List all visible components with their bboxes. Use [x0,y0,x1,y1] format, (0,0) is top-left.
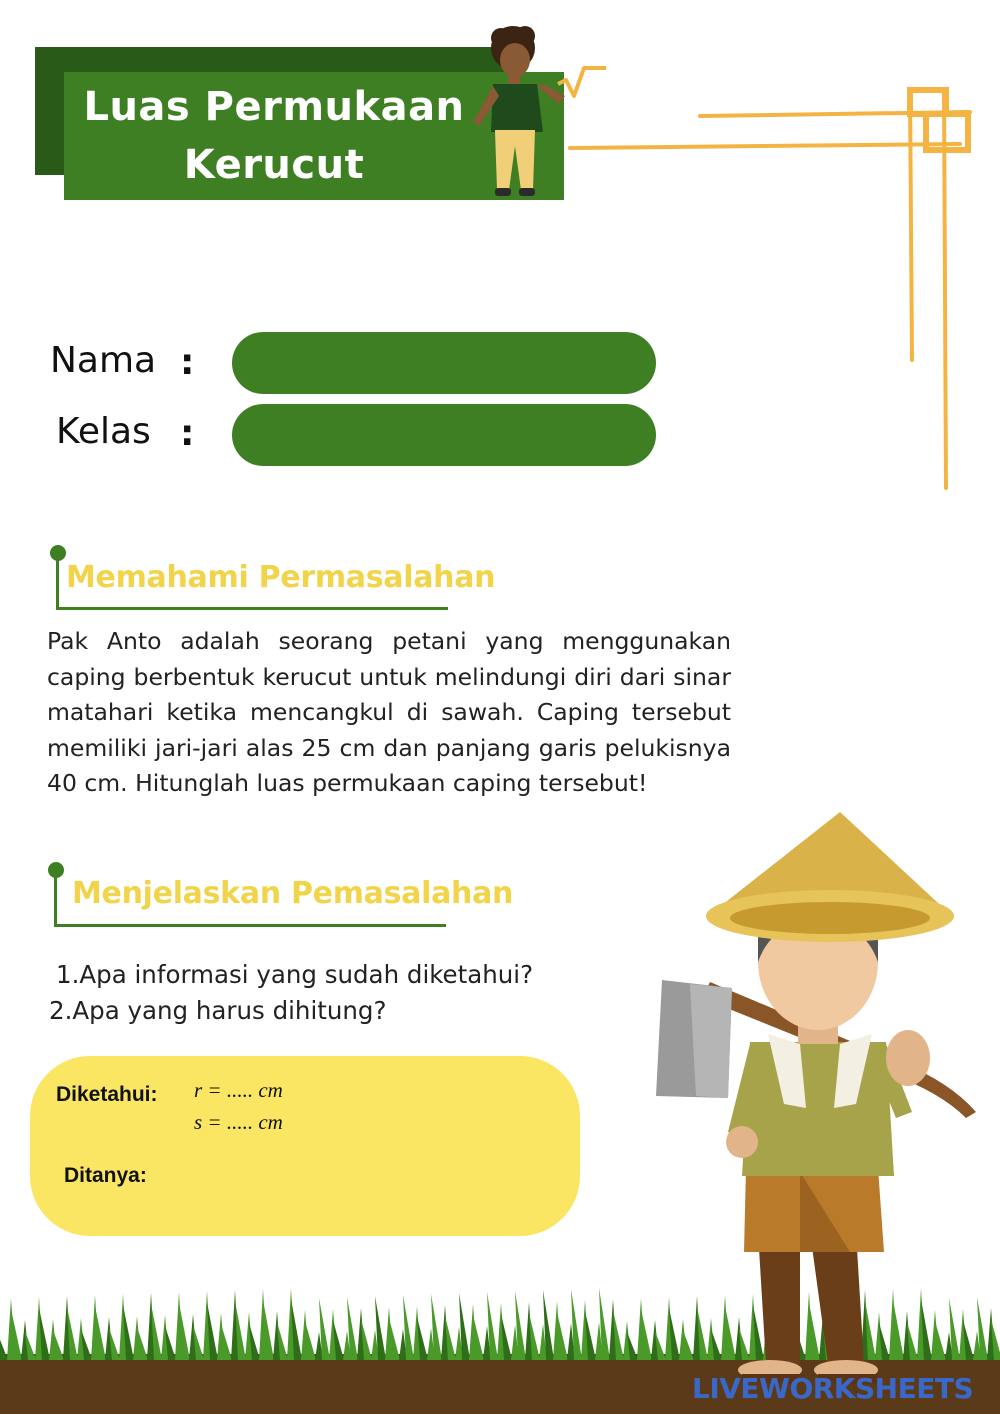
question-2 [49,996,387,1025]
question-number: 2. [49,996,73,1025]
page-title [64,78,484,194]
known-label: Diketahui: [56,1083,158,1106]
class-field[interactable] [232,404,656,466]
section1-vertical-line [56,556,59,610]
asked-label: Ditanya: [64,1164,147,1187]
class-label: Kelas [56,411,151,452]
section1-underline [56,607,448,610]
watermark: LIVEWORKSHEETS [692,1372,974,1405]
section2-underline [54,924,446,927]
slant-formula[interactable]: s = ..... cm [194,1110,283,1134]
question-text: Apa yang harus dihitung? [72,996,387,1025]
radius-formula[interactable]: r = ..... cm [194,1078,283,1102]
page-title-line2: Kerucut [183,142,365,188]
farmer-character-icon [650,812,985,1402]
question-1 [56,960,533,989]
name-field[interactable] [232,332,656,394]
question-text: Apa informasi yang sudah diketahui? [79,960,534,989]
name-colon: : [180,342,195,383]
name-label: Nama [50,340,157,381]
section2-heading: Menjelaskan Pemasalahan [72,876,514,911]
page-title-line1: Luas Permukaan [83,84,465,130]
section2-vertical-line [54,873,57,927]
problem-paragraph: Pak Anto adalah seorang petani yang menggunakan caping berbentuk kerucut untuk melindungi diri dari sinar matahari ketika mencangkul di sawah. Caping tersebut memiliki jari-jari alas 25 cm dan panjang garis pelukisnya 40 cm. Hitunglah luas permukaan caping tersebut! [47,627,731,797]
class-colon: : [180,413,195,454]
section1-heading: Memahami Permasalahan [66,560,496,595]
question-number: 1. [56,960,80,989]
